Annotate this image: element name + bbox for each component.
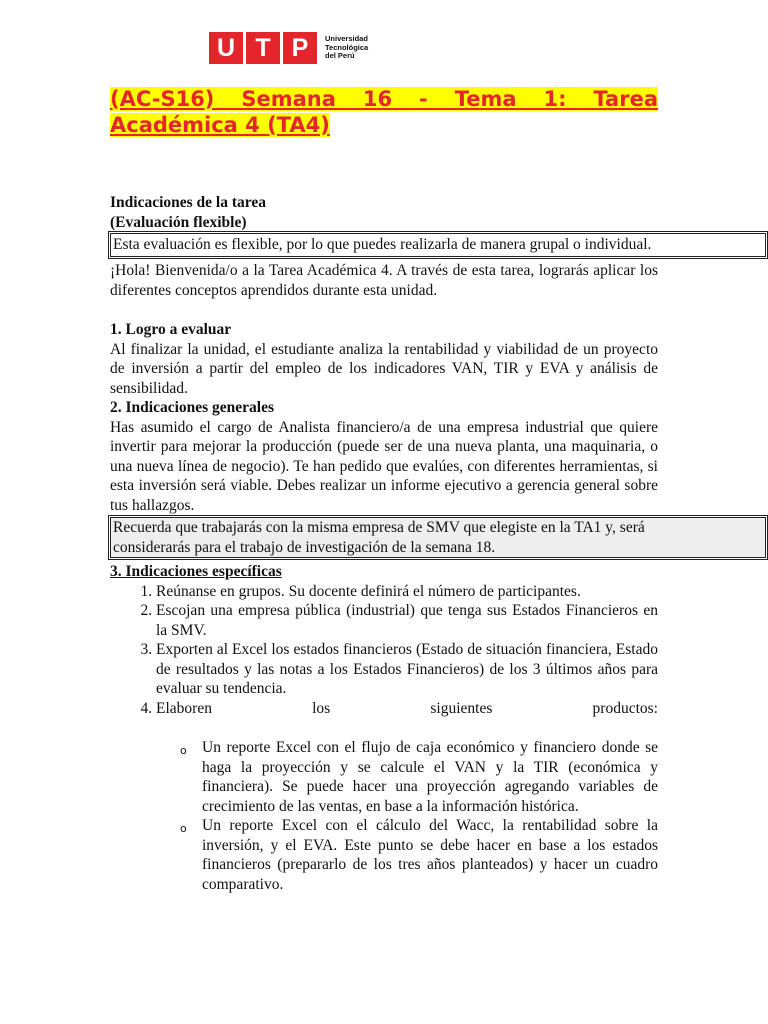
section-logro xyxy=(110,320,658,515)
utp-logo xyxy=(209,32,368,64)
list-item: o Un reporte Excel con el flujo de caja económico y financiero donde se haga la proyección y se calcule el VAN y la TIR (económica y financiera). Se puede hacer una proyección agregando variables de crecimiento de las ventas, en base a la información histórica. xyxy=(202,738,658,816)
list-item: 4. Elaboren los siguientes productos: xyxy=(156,699,658,719)
section2-text: Has asumido el cargo de Analista financiero/a de una empresa industrial que quiere invertir para mejorar la producción (puede ser de una nueva planta, una maquinaria, o una nueva línea de negocio). Te han pedido que evalúes, con diferentes herramientas, si esta inversión será viable. Debes realizar un informe ejecutivo a gerencia general sobre tus hallazgos. xyxy=(110,418,658,514)
products-list xyxy=(110,738,658,894)
list-item: 1. Reúnanse en grupos. Su docente definirá el número de participantes. xyxy=(156,582,658,602)
list-item: 2. Escojan una empresa pública (industrial) que tenga sus Estados Financieros en la SMV. xyxy=(156,601,658,640)
section1-heading: 1. Logro a evaluar xyxy=(110,321,232,338)
title-line-1: (AC-S16) Semana 16 - Tema 1: Tarea xyxy=(110,87,658,111)
page-title xyxy=(110,86,658,138)
steps-list xyxy=(110,582,658,719)
flexible-evaluation-note: Esta evaluación es flexible, por lo que puedes realizarla de manera grupal o individual. xyxy=(110,233,766,257)
tasks-heading: Indicaciones de la tarea xyxy=(110,194,266,211)
section-especificas xyxy=(110,562,658,894)
logo-letter-p: P xyxy=(283,32,317,64)
logo-letter-u: U xyxy=(209,32,243,64)
section1-text: Al finalizar la unidad, el estudiante analiza la rentabilidad y viabilidad de un proyecto de inversión a partir del empleo de los indicadores VAN, TIR y EVA y análisis de sensibilidad. xyxy=(110,340,658,397)
section3-heading: 3. Indicaciones específicas xyxy=(110,563,282,580)
intro-heading-block xyxy=(110,193,658,232)
logo-university-name: Universidad Tecnológica del Perú xyxy=(325,34,369,61)
section2-heading: 2. Indicaciones generales xyxy=(110,399,275,416)
list-item: o Un reporte Excel con el cálculo del Wacc, la rentabilidad sobre la inversión, y el EVA. Este punto se debe hacer en base a los estados financieros (prepararlo de los tres años planteados) y hacer un cuadro comparativo. xyxy=(202,816,658,894)
list-item: 3. Exporten al Excel los estados financieros (Estado de situación financiera, Estado de resultados y las notas a los Estados Financieros) de los 3 últimos años para evaluar su tendencia. xyxy=(156,640,658,699)
logo-letter-t: T xyxy=(246,32,280,64)
title-line-2: Académica 4 (TA4) xyxy=(110,113,330,137)
evaluation-type: (Evaluación flexible) xyxy=(110,213,247,231)
reminder-note: Recuerda que trabajarás con la misma empresa de SMV que elegiste en la TA1 y, será considerarás para el trabajo de investigación de la semana 18. xyxy=(110,517,766,558)
greeting-paragraph: ¡Hola! Bienvenida/o a la Tarea Académica 4. A través de esta tarea, lograrás aplicar los diferentes conceptos aprendidos durante esta unidad. xyxy=(110,262,658,299)
